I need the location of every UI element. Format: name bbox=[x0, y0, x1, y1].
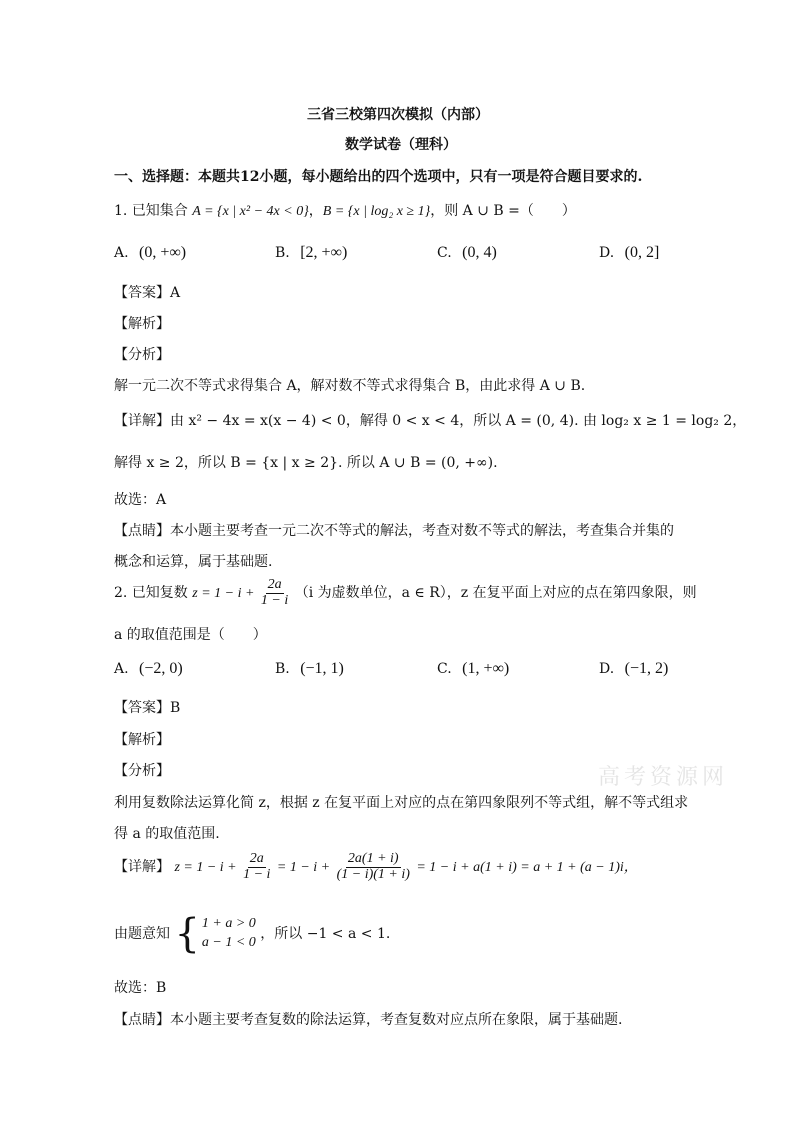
system-lines bbox=[202, 915, 256, 953]
option-value: (0, 2] bbox=[624, 244, 660, 261]
answer-value: A bbox=[170, 285, 181, 301]
q2-number: 2. bbox=[114, 585, 128, 602]
q2-choose: 故选：B bbox=[114, 980, 167, 996]
watermark: 高考资源网 bbox=[598, 765, 729, 790]
q2-detail bbox=[114, 852, 638, 882]
q2-fraction bbox=[259, 578, 290, 608]
option-value: (−1, 2) bbox=[624, 660, 669, 677]
section-heading: 一、选择题：本题共12小题，每小题给出的四个选项中，只有一项是符合题目要求的. bbox=[114, 169, 643, 185]
q1-comment-line-1 bbox=[114, 520, 674, 540]
answer-value: B bbox=[170, 700, 181, 716]
q1-option-a bbox=[114, 244, 186, 262]
fraction-denominator: (1 − i)(1 + i) bbox=[336, 866, 410, 882]
cond-prefix: 由题意知 bbox=[114, 926, 170, 942]
detail-part-b: = 1 − i + bbox=[276, 860, 331, 876]
q2-option-d bbox=[599, 660, 668, 678]
q1-stem-suffix: ，则 A ∪ B =（ ） bbox=[430, 203, 576, 219]
option-label: A. bbox=[114, 245, 129, 261]
option-value: [2, +∞) bbox=[300, 244, 348, 261]
detail-fraction-2 bbox=[335, 852, 412, 882]
detail-tag: 【详解】 bbox=[114, 413, 170, 429]
fraction-numerator: 2a(1 + i) bbox=[347, 851, 399, 866]
q2-fenxi-line-1: 利用复数除法运算化简 z，根据 z 在复平面上对应的点在第四象限列不等式组，解不等式组求 bbox=[114, 795, 689, 811]
option-value: (−1, 1) bbox=[300, 660, 344, 677]
detail-part-a: z = 1 − i + bbox=[174, 860, 237, 876]
q1-option-b bbox=[275, 244, 347, 262]
q1-fenxi-text: 解一元二次不等式求得集合 A，解对数不等式求得集合 B，由此求得 A ∪ B. bbox=[114, 378, 586, 394]
q1-comment-line-2: 概念和运算，属于基础题. bbox=[114, 554, 273, 570]
q2-stem-mid: （i 为虚数单位，a ∈ R），z 在复平面上对应的点在第四象限，则 bbox=[294, 585, 697, 602]
option-value: (1, +∞) bbox=[462, 660, 510, 677]
q1-option-c bbox=[437, 244, 497, 262]
q1-detail-line-1 bbox=[114, 410, 746, 430]
comment-tag: 【点睛】 bbox=[114, 523, 170, 539]
q1-set-a: A = {x | x² − 4x < 0} bbox=[192, 204, 309, 219]
option-value: (0, +∞) bbox=[139, 244, 187, 261]
q1-detail-line-2: 解得 x ≥ 2，所以 B = {x | x ≥ 2}. 所以 A ∪ B = (0, +∞). bbox=[114, 455, 498, 471]
option-label: A. bbox=[114, 661, 129, 677]
q2-option-a bbox=[114, 660, 183, 678]
option-value: (0, 4) bbox=[462, 244, 497, 261]
q1-choose: 故选：A bbox=[114, 492, 167, 508]
question-1-stem bbox=[114, 200, 576, 220]
fraction-numerator: 2a bbox=[249, 851, 264, 866]
q2-fenxi-tag: 【分析】 bbox=[114, 763, 170, 779]
q1-stem-prefix: 已知集合 bbox=[131, 203, 188, 219]
q2-comment bbox=[114, 1009, 622, 1029]
answer-tag: 【答案】 bbox=[114, 285, 170, 301]
option-label: B. bbox=[275, 245, 290, 261]
option-label: D. bbox=[599, 661, 615, 677]
page-title: 三省三校第四次模拟（内部） bbox=[307, 107, 489, 123]
option-label: B. bbox=[275, 661, 290, 677]
fraction-denominator: 1 − i bbox=[260, 592, 289, 608]
brace-icon: { bbox=[174, 911, 200, 957]
q1-fenxi-tag: 【分析】 bbox=[114, 347, 170, 363]
option-label: C. bbox=[437, 661, 452, 677]
q1-option-d bbox=[599, 244, 659, 262]
q2-analysis-tag: 【解析】 bbox=[114, 732, 170, 748]
fraction-numerator: 2a bbox=[267, 577, 282, 592]
q1-answer bbox=[114, 282, 180, 302]
detail-fraction-1 bbox=[241, 852, 272, 882]
q2-option-b bbox=[275, 660, 344, 678]
system-line-2: a − 1 < 0 bbox=[201, 935, 256, 950]
option-value: (−2, 0) bbox=[139, 660, 183, 677]
page-subtitle: 数学试卷（理科） bbox=[345, 137, 457, 153]
q2-stem-line-2: a 的取值范围是（ ） bbox=[114, 627, 267, 643]
comment-text: 本小题主要考查一元二次不等式的解法，考查对数不等式的解法，考查集合并集的 bbox=[170, 523, 674, 539]
q2-condition bbox=[114, 911, 391, 957]
comment-tag: 【点睛】 bbox=[114, 1012, 170, 1028]
option-label: C. bbox=[437, 245, 452, 261]
cond-suffix: ，所以 −1 < a < 1. bbox=[260, 926, 391, 942]
q2-fenxi-line-2: 得 a 的取值范围. bbox=[114, 826, 220, 842]
q2-stem-prefix: 已知复数 bbox=[131, 585, 188, 602]
question-2-stem bbox=[114, 578, 697, 608]
q2-option-c bbox=[437, 660, 509, 678]
inequality-system bbox=[174, 911, 256, 957]
q1-analysis-tag: 【解析】 bbox=[114, 316, 170, 332]
fraction-denominator: 1 − i bbox=[243, 866, 271, 882]
detail-text: 由 x² − 4x = x(x − 4) < 0，解得 0 < x < 4，所以 A = (0, 4). 由 log₂ x ≥ 1 = log₂ 2， bbox=[170, 413, 747, 429]
detail-tag: 【详解】 bbox=[114, 859, 170, 876]
q2-z-expr: z = 1 − i + bbox=[192, 586, 255, 602]
system-line-1: 1 + a > 0 bbox=[201, 916, 256, 932]
option-label: D. bbox=[599, 245, 615, 261]
q1-number: 1. bbox=[114, 203, 128, 219]
comment-text: 本小题主要考查复数的除法运算，考查复数对应点所在象限，属于基础题. bbox=[170, 1012, 623, 1028]
answer-tag: 【答案】 bbox=[114, 700, 170, 716]
detail-part-c: = 1 − i + a(1 + i) = a + 1 + (a − 1)i， bbox=[416, 860, 638, 876]
q1-sep: ， bbox=[308, 203, 323, 219]
q2-answer bbox=[114, 697, 180, 717]
q1-set-b: B = {x | log₂ x ≥ 1} bbox=[322, 204, 431, 219]
